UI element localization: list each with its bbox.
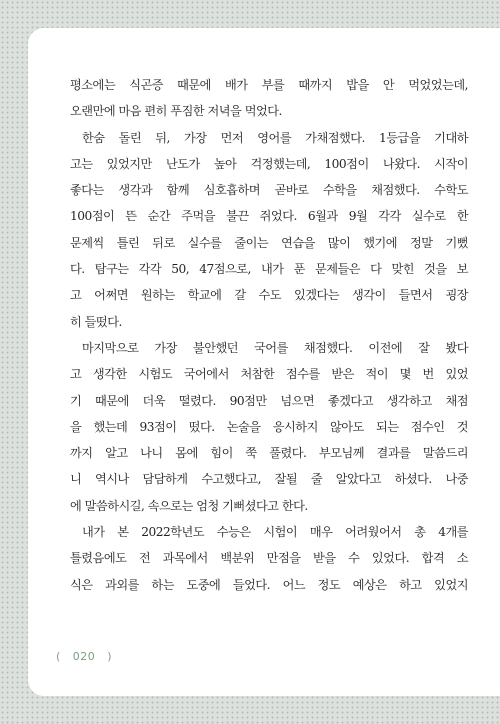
text-line: 까지 알고 나니 몸에 힘이 쭉 풀렸다. 부모님께 결과를 말씀드리: [70, 446, 468, 461]
page-number: ( 020 ): [56, 650, 113, 663]
text-line: 니 역시나 담담하게 수고했다고, 잘될 줄 알았다고 하셨다. 나중: [70, 472, 468, 487]
text-line: 기 때문에 더욱 떨렸다. 90점만 넘으면 좋겠다고 생각하고 채점: [70, 393, 468, 408]
text-line: 한숨 돌린 뒤, 가장 먼저 영어를 가채점했다. 1등급을 기대하: [82, 130, 468, 145]
book-page: [28, 28, 500, 696]
body-text: [70, 72, 468, 598]
text-line: 평소에는 식곤증 때문에 배가 부를 때까지 밥을 안 먹었었는데,: [70, 78, 468, 92]
paragraph: [70, 72, 468, 125]
text-line: 히 들떴다.: [70, 314, 122, 329]
text-line: 오랜만에 마음 편히 푸짐한 저녁을 먹었다.: [70, 104, 282, 119]
text-line: 고 어쩌면 원하는 학교에 갈 수도 있겠다는 생각이 들면서 굉장: [70, 288, 468, 303]
text-line: 좋다는 생각과 함께 심호흡하며 곧바로 수학을 채점했다. 수학도: [70, 183, 468, 198]
text-line: 내가 본 2022학년도 수능은 시험이 매우 어려웠어서 총 4개를: [82, 525, 468, 540]
text-line: 고는 있었지만 난도가 높아 걱정했는데, 100점이 나왔다. 시작이: [70, 156, 468, 171]
text-line: 마지막으로 가장 불안했던 국어를 채점했다. 이전에 잘 봤다: [82, 340, 469, 355]
text-line: 문제씩 틀린 뒤로 실수를 줄이는 연습을 많이 했기에 정말 기뻤: [70, 235, 468, 250]
text-line: 을 했는데 93점이 떴다. 논술을 응시하지 않아도 되는 점수인 것: [70, 419, 468, 434]
text-line: 틀렸음에도 전 과목에서 백분위 만점을 받을 수 있었다. 합격 소: [70, 551, 468, 566]
text-line: 에 말씀하시길, 속으로는 엄청 기뻐셨다고 한다.: [70, 498, 308, 513]
text-line: 100점이 뜬 순간 주먹을 불끈 쥐었다. 6월과 9월 각각 실수로 한: [70, 209, 468, 224]
paragraph: [70, 519, 468, 598]
text-line: 식은 과외를 하는 도중에 들었다. 어느 정도 예상은 하고 있었지: [70, 577, 468, 592]
text-line: 다. 탐구는 각각 50, 47점으로, 내가 푼 문제들은 다 맞힌 것을 보: [70, 262, 468, 277]
paragraph: [70, 125, 468, 335]
paragraph: [70, 335, 468, 519]
text-line: 고 생각한 시험도 국어에서 처참한 점수를 받은 적이 몇 번 있었: [70, 367, 468, 382]
